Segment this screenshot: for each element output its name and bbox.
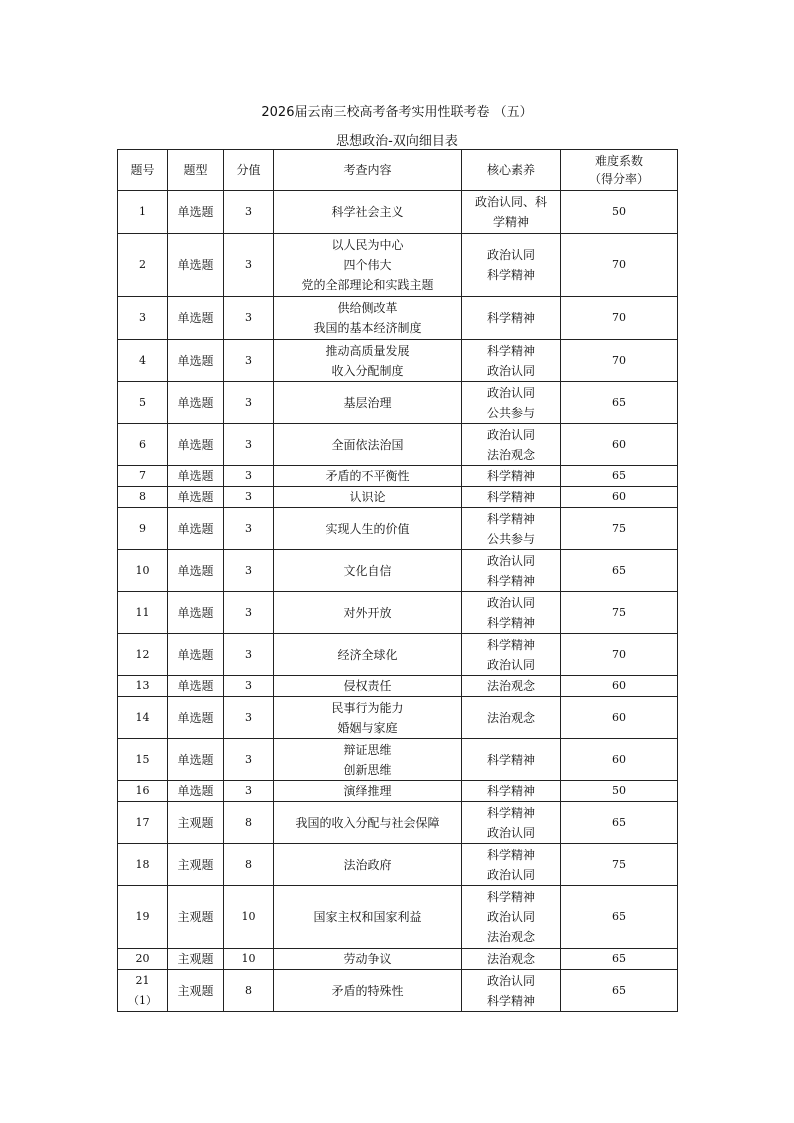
row-score: 10	[224, 886, 274, 949]
row-content: 对外开放	[274, 592, 462, 634]
row-content: 供给侧改革 我国的基本经济制度	[274, 297, 462, 340]
table-row	[118, 697, 678, 739]
row-no: 18	[118, 844, 168, 886]
row-content: 我国的收入分配与社会保障	[274, 802, 462, 844]
row-no: 2	[118, 234, 168, 297]
row-type: 单选题	[168, 466, 224, 487]
row-difficulty: 60	[561, 424, 678, 466]
row-content: 实现人生的价值	[274, 508, 462, 550]
spec-table	[117, 149, 678, 1012]
row-type: 单选题	[168, 340, 224, 382]
row-type: 单选题	[168, 382, 224, 424]
table-header-row	[118, 150, 678, 191]
row-type: 单选题	[168, 634, 224, 676]
row-difficulty: 65	[561, 466, 678, 487]
row-literacy: 法治观念	[462, 676, 561, 697]
row-literacy: 科学精神 政治认同	[462, 844, 561, 886]
row-no: 11	[118, 592, 168, 634]
row-content: 民事行为能力 婚姻与家庭	[274, 697, 462, 739]
row-no: 9	[118, 508, 168, 550]
row-no: 15	[118, 739, 168, 781]
table-row	[118, 340, 678, 382]
row-no: 13	[118, 676, 168, 697]
row-literacy: 科学精神	[462, 466, 561, 487]
row-score: 3	[224, 382, 274, 424]
row-type: 单选题	[168, 424, 224, 466]
document-title: 2026届云南三校高考备考实用性联考卷 （五）	[261, 105, 533, 120]
row-difficulty: 65	[561, 949, 678, 970]
row-difficulty: 75	[561, 844, 678, 886]
row-no: 7	[118, 466, 168, 487]
table-row	[118, 234, 678, 297]
row-literacy: 政治认同 法治观念	[462, 424, 561, 466]
row-type: 单选题	[168, 550, 224, 592]
row-score: 3	[224, 297, 274, 340]
row-content: 矛盾的特殊性	[274, 970, 462, 1012]
row-score: 3	[224, 424, 274, 466]
table-row	[118, 466, 678, 487]
row-literacy: 政治认同、科 学精神	[462, 191, 561, 234]
header-literacy: 核心素养	[462, 150, 561, 191]
row-content: 全面依法治国	[274, 424, 462, 466]
header-content: 考查内容	[274, 150, 462, 191]
row-score: 3	[224, 697, 274, 739]
row-content: 经济全球化	[274, 634, 462, 676]
row-content: 法治政府	[274, 844, 462, 886]
row-no: 3	[118, 297, 168, 340]
row-content: 劳动争议	[274, 949, 462, 970]
header-type: 题型	[168, 150, 224, 191]
row-difficulty: 70	[561, 297, 678, 340]
table-row	[118, 424, 678, 466]
row-literacy: 政治认同 公共参与	[462, 382, 561, 424]
row-difficulty: 50	[561, 781, 678, 802]
row-difficulty: 65	[561, 382, 678, 424]
row-difficulty: 60	[561, 676, 678, 697]
row-type: 单选题	[168, 592, 224, 634]
row-no: 6	[118, 424, 168, 466]
header-difficulty: 难度系数 （得分率）	[561, 150, 678, 191]
row-no: 14	[118, 697, 168, 739]
table-row	[118, 297, 678, 340]
row-type: 单选题	[168, 297, 224, 340]
row-difficulty: 70	[561, 634, 678, 676]
table-row	[118, 970, 678, 1012]
row-content: 基层治理	[274, 382, 462, 424]
row-literacy: 科学精神 政治认同	[462, 340, 561, 382]
row-score: 3	[224, 550, 274, 592]
row-no: 17	[118, 802, 168, 844]
row-literacy: 政治认同 科学精神	[462, 550, 561, 592]
row-content: 矛盾的不平衡性	[274, 466, 462, 487]
row-content: 辩证思维 创新思维	[274, 739, 462, 781]
row-difficulty: 65	[561, 886, 678, 949]
row-score: 8	[224, 802, 274, 844]
row-literacy: 政治认同 科学精神	[462, 970, 561, 1012]
row-score: 3	[224, 634, 274, 676]
row-score: 3	[224, 340, 274, 382]
row-no: 1	[118, 191, 168, 234]
row-content: 科学社会主义	[274, 191, 462, 234]
row-no: 8	[118, 487, 168, 508]
row-no: 19	[118, 886, 168, 949]
row-literacy: 科学精神	[462, 739, 561, 781]
row-type: 主观题	[168, 802, 224, 844]
row-difficulty: 60	[561, 487, 678, 508]
row-content: 以人民为中心 四个伟大 党的全部理论和实践主题	[274, 234, 462, 297]
row-type: 单选题	[168, 487, 224, 508]
row-literacy: 科学精神 政治认同	[462, 802, 561, 844]
table-row	[118, 191, 678, 234]
row-no: 21 （1）	[118, 970, 168, 1012]
row-score: 3	[224, 592, 274, 634]
table-row	[118, 949, 678, 970]
table-row	[118, 592, 678, 634]
row-type: 主观题	[168, 844, 224, 886]
row-score: 3	[224, 466, 274, 487]
row-content: 国家主权和国家利益	[274, 886, 462, 949]
table-row	[118, 802, 678, 844]
row-score: 3	[224, 781, 274, 802]
table-row	[118, 886, 678, 949]
row-score: 3	[224, 191, 274, 234]
row-content: 认识论	[274, 487, 462, 508]
row-score: 3	[224, 487, 274, 508]
row-type: 单选题	[168, 508, 224, 550]
document-subtitle: 思想政治-双向细目表	[336, 134, 458, 149]
row-score: 3	[224, 234, 274, 297]
row-difficulty: 65	[561, 970, 678, 1012]
header-no: 题号	[118, 150, 168, 191]
row-content: 侵权责任	[274, 676, 462, 697]
table-row	[118, 739, 678, 781]
row-literacy: 科学精神 政治认同	[462, 634, 561, 676]
table-row	[118, 382, 678, 424]
row-difficulty: 50	[561, 191, 678, 234]
row-score: 3	[224, 739, 274, 781]
row-score: 3	[224, 508, 274, 550]
row-no: 20	[118, 949, 168, 970]
row-difficulty: 65	[561, 802, 678, 844]
row-no: 5	[118, 382, 168, 424]
table-row	[118, 781, 678, 802]
row-type: 单选题	[168, 676, 224, 697]
row-literacy: 科学精神	[462, 297, 561, 340]
row-literacy: 科学精神	[462, 781, 561, 802]
row-type: 单选题	[168, 739, 224, 781]
row-type: 主观题	[168, 886, 224, 949]
table-row	[118, 634, 678, 676]
row-type: 主观题	[168, 970, 224, 1012]
table-row	[118, 676, 678, 697]
row-literacy: 科学精神 公共参与	[462, 508, 561, 550]
row-no: 16	[118, 781, 168, 802]
row-literacy: 政治认同 科学精神	[462, 234, 561, 297]
row-difficulty: 60	[561, 697, 678, 739]
table-body	[118, 191, 678, 1012]
row-no: 12	[118, 634, 168, 676]
row-literacy: 法治观念	[462, 949, 561, 970]
row-score: 8	[224, 970, 274, 1012]
row-difficulty: 70	[561, 340, 678, 382]
row-type: 单选题	[168, 191, 224, 234]
row-score: 10	[224, 949, 274, 970]
row-type: 单选题	[168, 697, 224, 739]
row-difficulty: 75	[561, 508, 678, 550]
row-difficulty: 65	[561, 550, 678, 592]
table-row	[118, 550, 678, 592]
row-difficulty: 70	[561, 234, 678, 297]
row-content: 演绎推理	[274, 781, 462, 802]
row-no: 4	[118, 340, 168, 382]
row-type: 单选题	[168, 781, 224, 802]
table-row	[118, 508, 678, 550]
row-difficulty: 75	[561, 592, 678, 634]
row-literacy: 科学精神 政治认同 法治观念	[462, 886, 561, 949]
table-row	[118, 844, 678, 886]
row-content: 文化自信	[274, 550, 462, 592]
row-type: 单选题	[168, 234, 224, 297]
row-score: 3	[224, 676, 274, 697]
row-content: 推动高质量发展 收入分配制度	[274, 340, 462, 382]
row-type: 主观题	[168, 949, 224, 970]
row-no: 10	[118, 550, 168, 592]
table-row	[118, 487, 678, 508]
row-literacy: 政治认同 科学精神	[462, 592, 561, 634]
row-difficulty: 60	[561, 739, 678, 781]
header-score: 分值	[224, 150, 274, 191]
row-literacy: 法治观念	[462, 697, 561, 739]
row-literacy: 科学精神	[462, 487, 561, 508]
row-score: 8	[224, 844, 274, 886]
